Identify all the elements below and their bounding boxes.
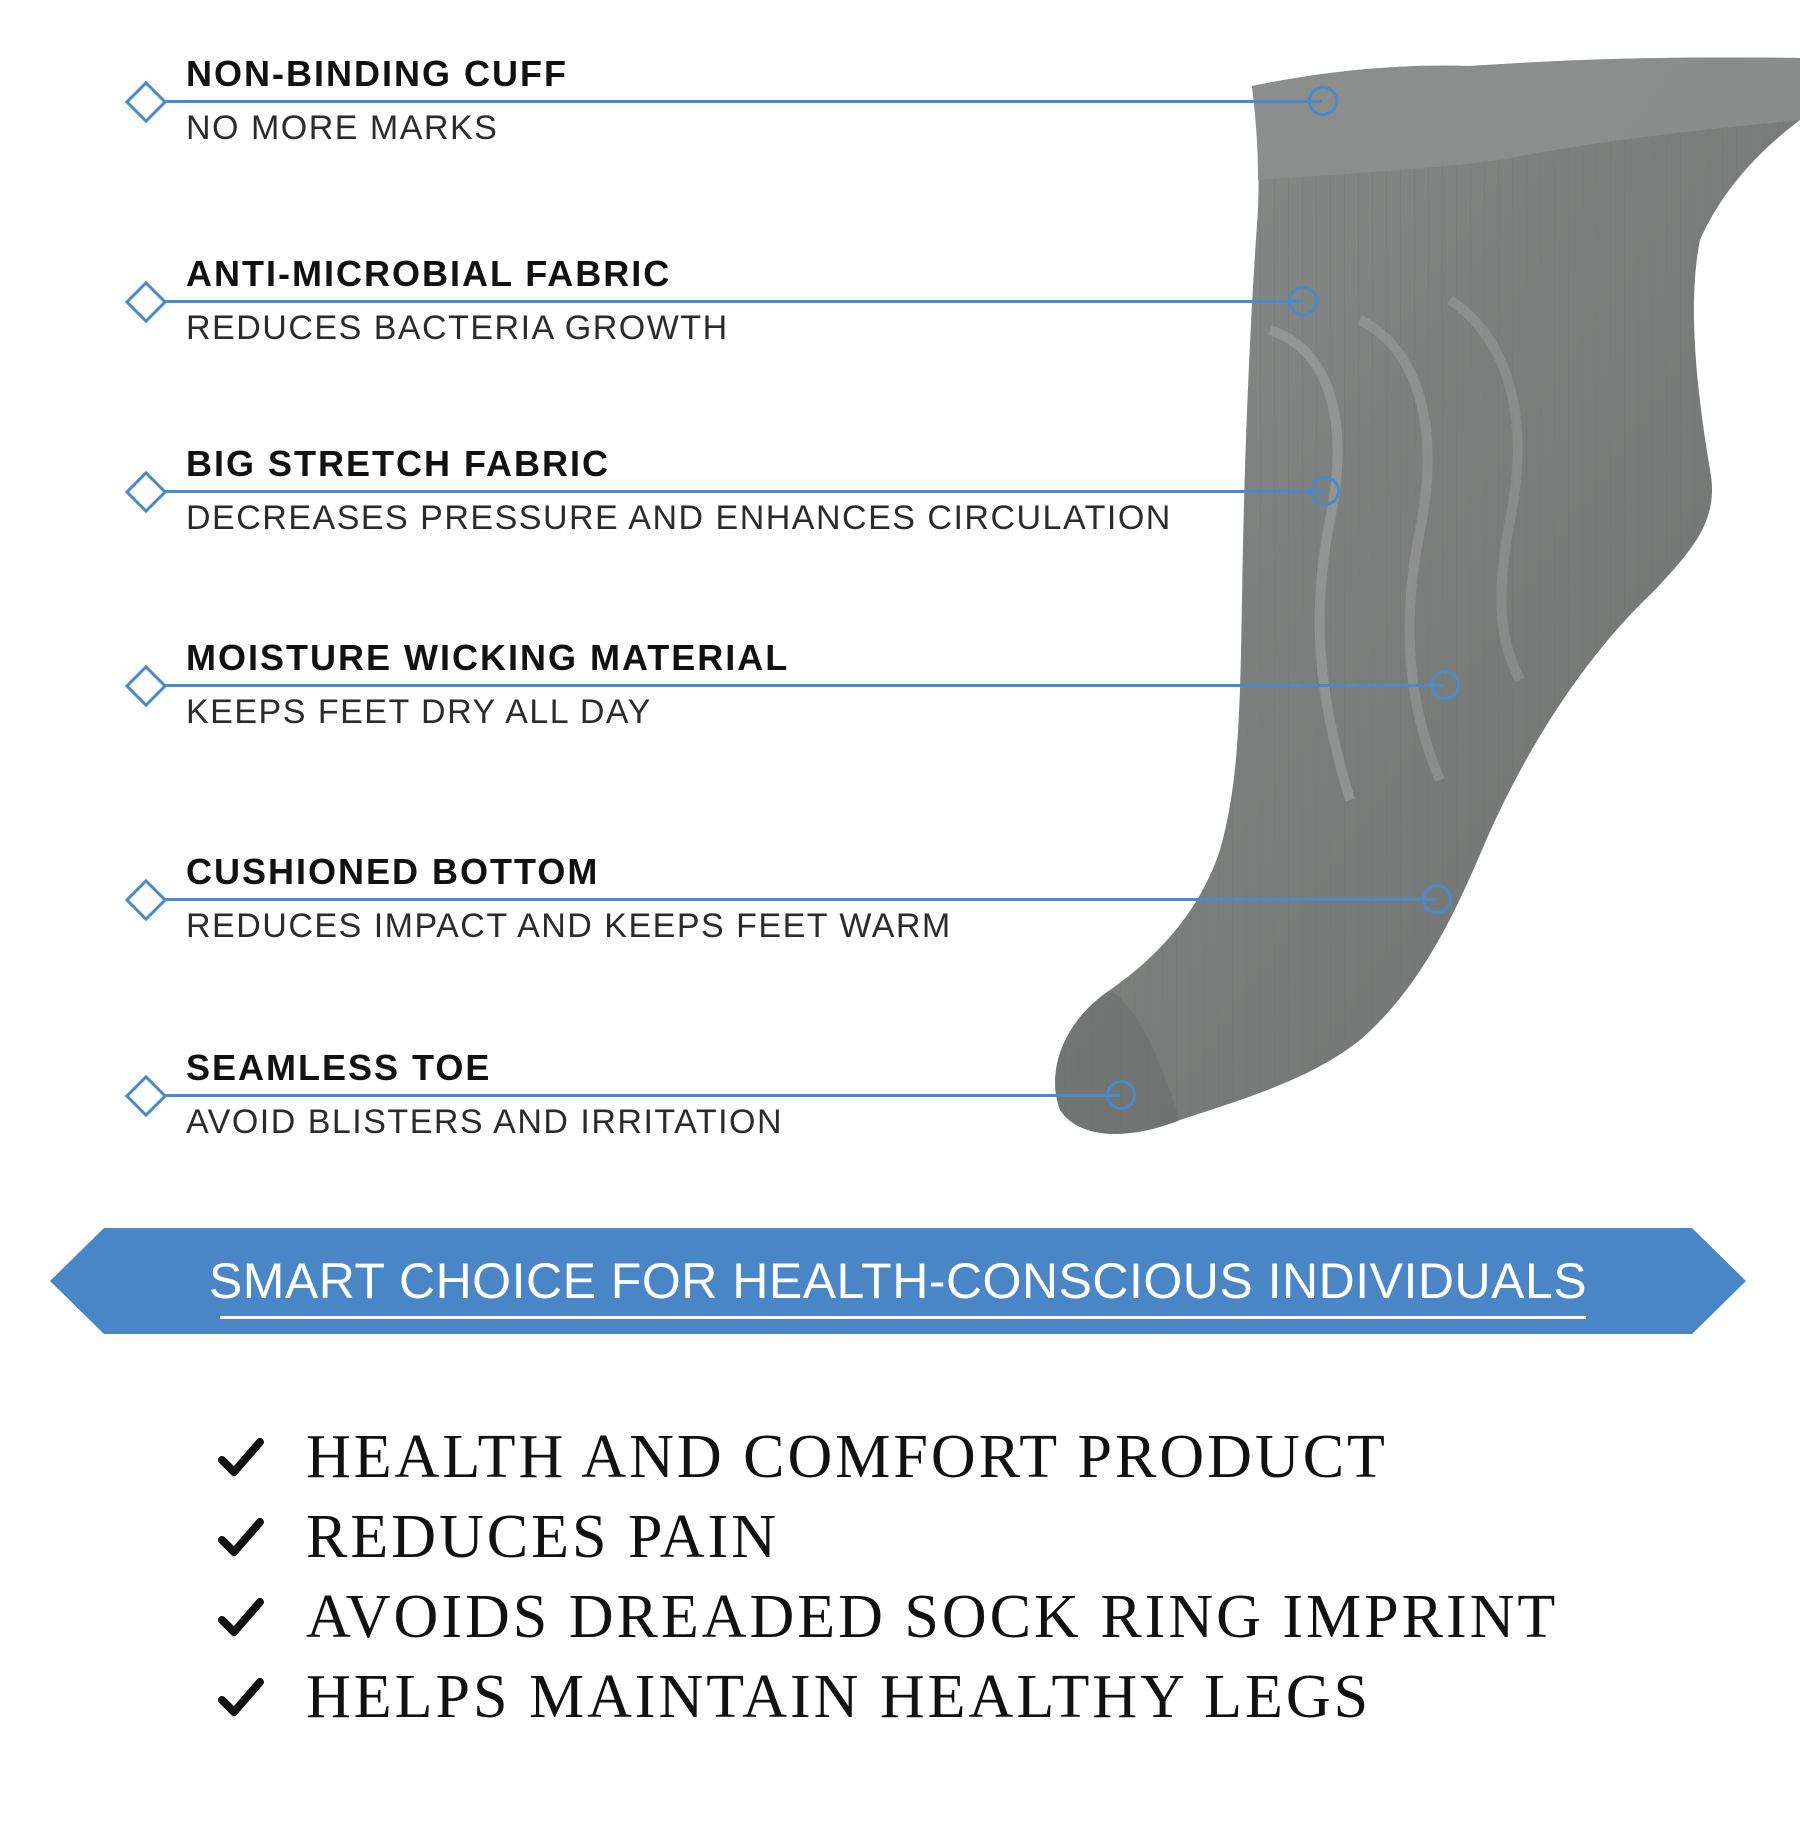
diamond-icon bbox=[125, 471, 167, 513]
feature-title: MOISTURE WICKING MATERIAL bbox=[186, 637, 790, 678]
feature-subtitle: DECREASES PRESSURE AND ENHANCES CIRCULATION bbox=[186, 499, 1172, 537]
diamond-icon bbox=[125, 81, 167, 123]
diamond-icon bbox=[125, 665, 167, 707]
circle-marker-icon bbox=[1310, 476, 1340, 506]
circle-marker-icon bbox=[1308, 86, 1338, 116]
feature-title: ANTI-MICROBIAL FABRIC bbox=[186, 253, 672, 294]
benefit-item bbox=[218, 1420, 1718, 1500]
feature-title: BIG STRETCH FABRIC bbox=[186, 443, 611, 484]
callout-line bbox=[150, 898, 1436, 901]
checkmark-icon bbox=[218, 1514, 264, 1560]
checkmark-icon bbox=[218, 1434, 264, 1480]
checkmark-icon bbox=[218, 1674, 264, 1720]
feature-subtitle: NO MORE MARKS bbox=[186, 109, 499, 147]
benefit-text: HELPS MAINTAIN HEALTHY LEGS bbox=[306, 1663, 1372, 1731]
feature-subtitle: REDUCES IMPACT AND KEEPS FEET WARM bbox=[186, 907, 952, 945]
feature-subtitle: KEEPS FEET DRY ALL DAY bbox=[186, 693, 652, 731]
feature-title: SEAMLESS TOE bbox=[186, 1047, 492, 1088]
feature-subtitle: AVOID BLISTERS AND IRRITATION bbox=[186, 1103, 784, 1141]
feature-item bbox=[0, 252, 1800, 372]
benefit-item bbox=[218, 1500, 1718, 1580]
circle-marker-icon bbox=[1106, 1080, 1136, 1110]
diamond-icon bbox=[125, 879, 167, 921]
circle-marker-icon bbox=[1422, 884, 1452, 914]
callout-line bbox=[150, 684, 1444, 687]
feature-item bbox=[0, 1046, 1800, 1166]
diamond-icon bbox=[125, 1075, 167, 1117]
benefit-text: HEALTH AND COMFORT PRODUCT bbox=[306, 1423, 1388, 1491]
circle-marker-icon bbox=[1430, 670, 1460, 700]
callout-line bbox=[150, 490, 1324, 493]
banner-underline bbox=[220, 1316, 1586, 1319]
feature-title: NON-BINDING CUFF bbox=[186, 53, 568, 94]
feature-item bbox=[0, 52, 1800, 172]
callout-line bbox=[150, 100, 1322, 103]
benefit-text: REDUCES PAIN bbox=[306, 1503, 779, 1571]
banner-text: SMART CHOICE FOR HEALTH-CONSCIOUS INDIVIDUALS bbox=[208, 1253, 1588, 1309]
benefit-item bbox=[218, 1580, 1718, 1660]
benefit-text: AVOIDS DREADED SOCK RING IMPRINT bbox=[306, 1583, 1559, 1651]
feature-item bbox=[0, 850, 1800, 970]
feature-item bbox=[0, 636, 1800, 756]
banner bbox=[50, 1228, 1746, 1334]
feature-title: CUSHIONED BOTTOM bbox=[186, 851, 600, 892]
callout-line bbox=[150, 1094, 1120, 1097]
callout-line bbox=[150, 300, 1302, 303]
circle-marker-icon bbox=[1288, 286, 1318, 316]
benefit-item bbox=[218, 1660, 1718, 1740]
checkmark-icon bbox=[218, 1594, 264, 1640]
feature-subtitle: REDUCES BACTERIA GROWTH bbox=[186, 309, 729, 347]
diamond-icon bbox=[125, 281, 167, 323]
feature-item bbox=[0, 442, 1800, 562]
